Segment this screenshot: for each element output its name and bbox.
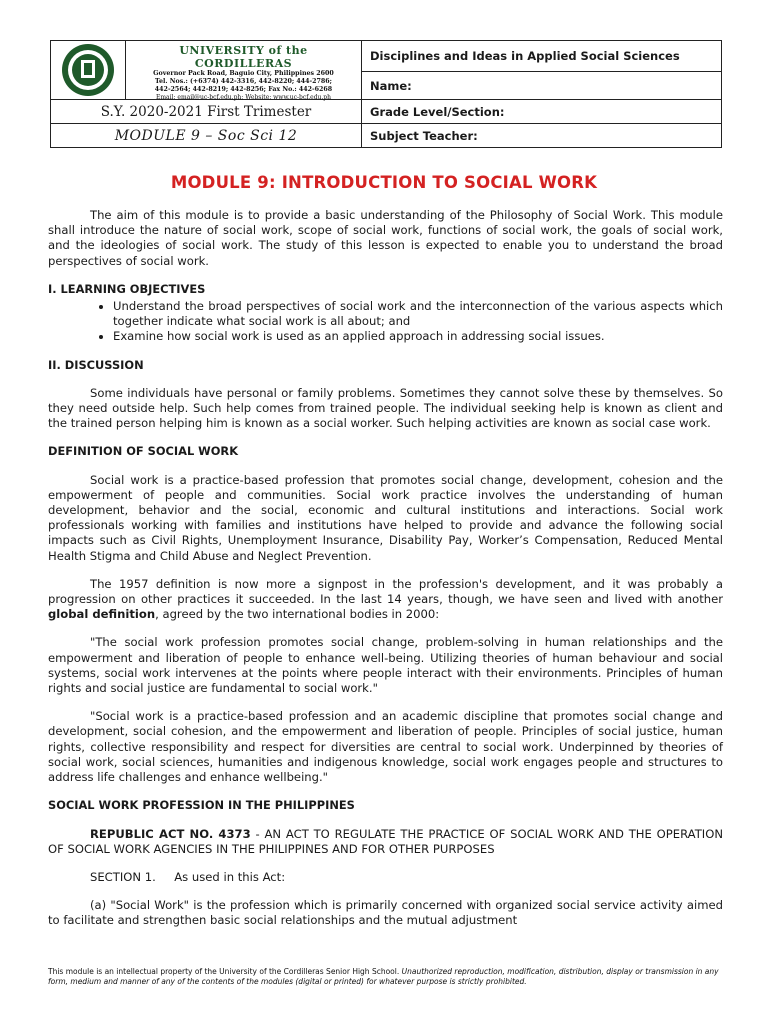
header-left-panel <box>51 41 362 147</box>
module-content <box>48 208 723 929</box>
republic-act-title: - AN ACT TO REGULATE THE PRACTICE OF SOCIAL WORK AND THE OPERATION OF SOCIAL WORK AGENCIES IN THE PHILIPPINES AND FOR OTHER PURPOSES <box>48 826 723 856</box>
discussion-paragraph: Some individuals have personal or family problems. Sometimes they cannot solve these by themselves. So they need outside help. Such help comes from trained people. The individual seeking help is known as client and the trained person helping him is known as a social worker. Such helping activities are known as social case work. <box>48 385 723 431</box>
footer-warning: Unauthorized reproduction, modification, distribution, display or transmission in any form, medium and manner of any of the contents of the modules (digital or printed) for whatever purpose is strictly prohibited. <box>48 967 719 986</box>
text-run: , agreed by the two international bodies in 2000: <box>155 607 440 622</box>
quote-paragraph: "The social work profession promotes social change, problem-solving in human relationships and the empowerment and liberation of people to enhance well-being. Utilizing theories of human behaviour and social systems, social work intervenes at the points where people interact with their environments. Principles of human rights and social justice are fundamental to social work." <box>48 635 723 696</box>
phone-line: Tel. Nos.: (+6374) 442-3316, 442-8220; 444-2786; <box>155 78 332 85</box>
address-line: Governor Pack Road, Baguio City, Philippines 2600 <box>153 70 334 77</box>
global-definition-term: global definition <box>48 607 156 622</box>
module-title: MODULE 9: INTRODUCTION TO SOCIAL WORK <box>170 173 598 192</box>
objectives-list <box>48 299 723 345</box>
footer-text: This module is an intellectual property of the University of the Cordilleras Senior High School. <box>48 967 402 976</box>
intro-paragraph: The aim of this module is to provide a basic understanding of the Philosophy of Social Work. This module shall introduce the nature of social work, scope of social work, functions of social work, the goals of social work, and the ideologies of social work. The study of this lesson is expected to enable you to understand the broad perspectives of social work. <box>48 208 723 268</box>
objective-item: • Examine how social work is used as an applied approach in addressing social issues. <box>113 329 723 344</box>
university-info <box>126 41 361 99</box>
discussion-heading: II. DISCUSSION <box>48 357 144 372</box>
quote-paragraph-2: "Social work is a practice-based profession and an academic discipline that promotes social change and development, social cohesion, and the empowerment and liberation of people. Principles of social justice, human rights, collective responsibility and respect for diversities are central to social work. Underpinned by theories of social work, social sciences, humanities and indigenous knowledge, social work engages people and structures to address life challenges and enhance wellbeing." <box>48 709 723 785</box>
copyright-footer <box>48 967 738 987</box>
module-header <box>50 40 722 148</box>
email-line: Email: email@uc-bcf.edu.ph; Website: www.uc-bcf.edu.ph <box>155 94 332 101</box>
header-right-panel <box>362 41 721 147</box>
definition-history-paragraph <box>48 577 723 623</box>
university-name: UNIVERSITY of the CORDILLERAS <box>179 44 308 70</box>
grade-section-field: Grade Level/Section: <box>362 100 721 124</box>
name-field: Name: <box>362 72 721 101</box>
section-paragraph: SECTION 1. As used in this Act: <box>90 869 286 884</box>
republic-act-paragraph <box>48 827 723 857</box>
definition-paragraph: Social work is a practice-based profession that promotes social change, development, cohesion and the empowerment of people and communities. Social work practice involves the understanding of human development, behavior and the social, economic and cultural institutions and interactions. Social work professionals working with families and institutions have helped to provide and advance the following social impacts such as Civil Rights, Unemployment Insurance, Disability Pay, Worker’s Compensation, Reduced Mental Health Stigma and Child Abuse and Neglect Prevention. <box>48 472 723 563</box>
seal-row <box>51 41 361 100</box>
subject-teacher-field: Subject Teacher: <box>370 128 478 143</box>
module-label: MODULE 9 – Soc Sci 12 <box>114 127 298 144</box>
objective-item: • Understand the broad perspectives of social work and the interconnection of the various aspects which together indicate what social work is all about; and <box>113 299 723 329</box>
subject-title: Disciplines and Ideas in Applied Social Sciences <box>362 41 721 72</box>
republic-act-number: REPUBLIC ACT NO. 4373 <box>90 826 251 841</box>
item-a-paragraph: (a) "Social Work" is the profession which is primarily concerned with organized social service activity aimed to facilitate and strengthen basic social relationships and the mutual adjustment <box>48 898 723 928</box>
philippines-heading: SOCIAL WORK PROFESSION IN THE PHILIPPINES <box>48 798 355 813</box>
objectives-heading: I. LEARNING OBJECTIVES <box>48 281 206 296</box>
school-year: S.Y. 2020-2021 First Trimester <box>51 100 361 124</box>
phone-line-2: 442-2564; 442-8219; 442-8256; Fax No.: 442-6268 <box>154 86 333 93</box>
definition-heading: DEFINITION OF SOCIAL WORK <box>48 444 239 459</box>
seal-icon <box>57 43 119 97</box>
text-run: The 1957 definition is now more a signpost in the profession's development, and it was probably a progression on other practices it succeeded. In the last 14 years, though, we have seen and lived with another <box>48 576 723 607</box>
university-seal <box>51 41 126 99</box>
